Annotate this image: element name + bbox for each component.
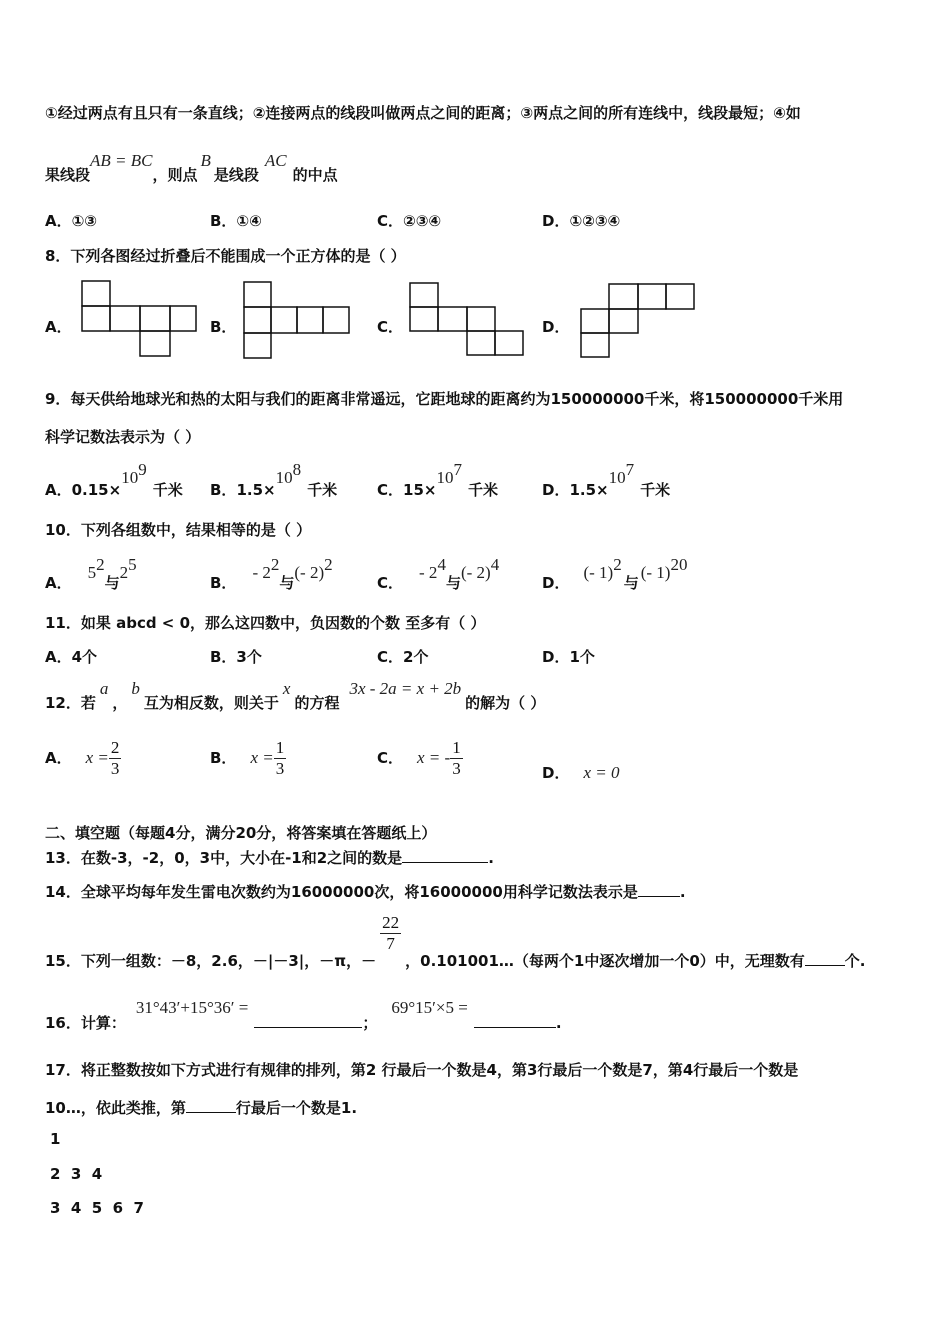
q13-answer-blank[interactable] [402,848,488,863]
q12-a-den: 3 [110,759,120,778]
q12-c-num: 1 [452,738,461,757]
q10-a-mid: 与 [104,574,120,592]
q9-a-unit: 千米 [152,481,183,499]
q9-c-coef: 15× [403,481,437,499]
q12-text-a: 12．若 [45,694,96,712]
q17-row-3: 3 4 5 6 7 [50,1199,144,1217]
q11-stem: 11．如果 abcd < 0，那么这四数中，负因数的个数 至多有（ ） [45,614,486,632]
q9-b-coef: 1.5× [236,481,276,499]
q7-line1: ①经过两点有且只有一条直线；②连接两点的线段叫做两点之间的距离；③两点之间的所有连线中，线段最短；④如 [45,104,801,122]
q16-expr1: 31°43′+15°36′ = [135,998,249,1017]
q12-b-den: 3 [275,759,285,778]
q10-c-lexp: 4 [437,555,446,574]
q12-b-lhs: x = [250,748,274,767]
q9-d-label: D． [542,481,570,499]
q12-var-x: x [282,679,291,698]
q10-d-rexp: 20 [670,555,688,574]
q12-var-b: b [131,679,140,698]
q11-option-c[interactable]: C．2个 [377,648,429,666]
q16-separator: ； [362,1014,378,1032]
q9-d-exp: 7 [625,460,635,479]
q9-b-unit: 千米 [307,481,338,499]
q8-option-b[interactable]: B． [210,318,237,336]
q9-stem-line2: 科学记数法表示为（ ） [45,428,201,446]
q9-c-exp: 7 [453,460,462,479]
q9-d-unit: 千米 [640,481,671,499]
q7-math-ab-bc: AB = BC [90,151,153,170]
q10-a-left: 5 [87,563,97,582]
q17-answer-blank[interactable] [186,1098,236,1113]
q10-a-right: 2 [119,563,129,582]
q10-stem: 10．下列各组数中，结果相等的是（ ） [45,521,312,539]
q12-comma: ， [112,694,128,712]
q9-d-coef: 1.5× [569,481,609,499]
q11-option-d[interactable]: D．1个 [542,648,595,666]
q12-option-b[interactable] [210,738,286,779]
q12-var-a: a [99,679,109,698]
q13-text: 13．在数-3，-2，0，3中，大小在-1和2之间的数是 [45,849,403,867]
q14-text: 14．全球平均每年发生雷电次数约为16000000次，将16000000用科学记数法表示是 [45,883,638,901]
q10-option-c[interactable] [377,555,500,592]
q10-c-rexp: 4 [490,555,500,574]
q10-a-lexp: 2 [96,555,105,574]
q12-option-a[interactable] [45,738,121,779]
cube-net-a [80,280,200,360]
q13-end: . [488,849,494,867]
q15-answer-blank[interactable] [805,951,845,966]
cube-net-d [579,283,699,361]
q15-den: 7 [386,934,395,953]
q9-a-base: 10 [121,468,139,487]
q14-answer-blank[interactable] [638,882,680,897]
q10-d-left: (- 1) [583,563,614,582]
q15-end: 个. [844,952,866,970]
q10-option-b[interactable] [210,555,333,592]
q12-equation: 3x - 2a = x + 2b [349,679,462,698]
q10-a-label: A． [45,574,72,592]
q12-option-c[interactable] [377,738,463,779]
q10-c-left: - 2 [419,563,438,582]
q11-option-b[interactable]: B．3个 [210,648,262,666]
q17-line1: 17．将正整数按如下方式进行有规律的排列，第2 行最后一个数是4，第3行最后一个数是7，第4行最后一个数是 [45,1061,799,1079]
q9-b-exp: 8 [292,460,302,479]
q9-option-a[interactable] [45,460,183,499]
q12-stem [45,678,546,712]
q10-d-right: (- 1) [640,563,671,582]
q12-text-d: 的解为（ ） [465,694,546,712]
q8-option-d[interactable]: D． [542,318,570,336]
q17-text-a: 10…，依此类推，第 [45,1099,186,1117]
q9-option-b[interactable] [210,460,338,499]
cube-net-c [408,282,528,360]
q10-b-right: (- 2) [294,563,325,582]
cube-net-b [242,281,354,361]
q10-b-mid: 与 [279,574,295,592]
q12-d-label: D． [542,764,570,782]
q17-row-2: 2 3 4 [50,1165,103,1183]
q17-row-1: 1 [50,1130,61,1148]
q10-b-label: B． [210,574,237,592]
q9-c-unit: 千米 [467,481,498,499]
q9-option-c[interactable] [377,460,498,499]
q10-option-a[interactable] [45,555,137,592]
q17-text-b: 行最后一个数是1. [235,1099,358,1117]
q12-c-den: 3 [452,759,461,778]
q7-option-b[interactable]: B．①④ [210,212,262,230]
q10-a-rexp: 5 [128,555,137,574]
q16-answer-blank-2[interactable] [474,1013,556,1028]
q10-c-mid: 与 [445,574,461,592]
q7-text-b: ，则点 [152,166,198,184]
q15-num: 22 [382,913,400,932]
q7-math-b: B [200,151,211,170]
q16-label: 16．计算： [45,1014,126,1032]
q12-text-c: 的方程 [294,694,340,712]
q12-a-fraction [109,738,122,779]
q7-text-d: 的中点 [292,166,338,184]
q12-c-fraction [450,738,463,779]
q15-fraction [380,913,401,954]
q9-a-exp: 9 [138,460,147,479]
q7-line2 [45,150,338,184]
q7-option-c[interactable]: C．②③④ [377,212,442,230]
q16-expr2: 69°15′×5 = [391,998,468,1017]
q7-option-a[interactable]: A．①③ [45,212,98,230]
q13 [45,847,494,868]
q12-option-d[interactable] [542,762,619,783]
q9-option-d[interactable] [542,460,671,499]
q10-c-label: C． [377,574,404,592]
q9-c-base: 10 [436,468,454,487]
q9-b-label: B． [210,481,237,499]
q12-d-lhs: x = 0 [583,763,620,782]
q16-answer-blank-1[interactable] [254,1013,362,1028]
q12-b-num: 1 [275,738,285,757]
q10-option-d[interactable] [542,555,688,592]
q7-text-a: 果线段 [45,166,91,184]
q15 [45,913,866,970]
q15-text-a: 15．下列一组数：－8，2.6，－|－3|，－π，－ [45,952,377,970]
section2-heading: 二、填空题（每题4分，满分20分，将答案填在答题纸上） [45,824,437,842]
q12-a-num: 2 [110,738,120,757]
q9-a-coef: 0.15× [71,481,122,499]
q12-c-lhs: x = - [417,748,451,767]
q12-text-b: 互为相反数，则关于 [143,694,279,712]
q10-c-right: (- 2) [460,563,491,582]
q12-a-lhs: x = [85,748,109,767]
q10-d-label: D． [542,574,570,592]
q10-b-left: - 2 [252,563,271,582]
q9-c-label: C． [377,481,404,499]
q10-b-rexp: 2 [324,555,333,574]
q9-d-base: 10 [608,468,626,487]
q7-option-d[interactable]: D．①②③④ [542,212,621,230]
q8-option-c[interactable]: C． [377,318,404,336]
q14 [45,881,686,902]
q10-d-lexp: 2 [613,555,622,574]
q7-math-ac: AC [264,151,287,170]
q10-b-lexp: 2 [270,555,280,574]
q7-text-c: 是线段 [213,166,259,184]
q12-a-label: A． [45,749,72,767]
q8-stem: 8．下列各图经过折叠后不能围成一个正方体的是（ ） [45,247,406,265]
q9-a-label: A． [45,481,72,499]
q12-b-fraction [274,738,287,779]
q12-b-label: B． [210,749,237,767]
q17-line2 [45,1097,357,1118]
q9-b-base: 10 [275,468,293,487]
q16 [45,997,562,1032]
q10-d-mid: 与 [623,574,639,592]
q15-text-b: ，0.101001…（每两个1中逐次增加一个0）中，无理数有 [405,952,805,970]
q8-option-a[interactable]: A． [45,318,72,336]
q16-end: . [555,1014,562,1032]
q14-end: . [679,883,686,901]
q12-c-label: C． [377,749,404,767]
q11-option-a[interactable]: A．4个 [45,648,98,666]
q9-stem-line1: 9．每天供给地球光和热的太阳与我们的距离非常遥远，它距地球的距离约为150000000千米，将150000000千米用 [45,390,844,408]
